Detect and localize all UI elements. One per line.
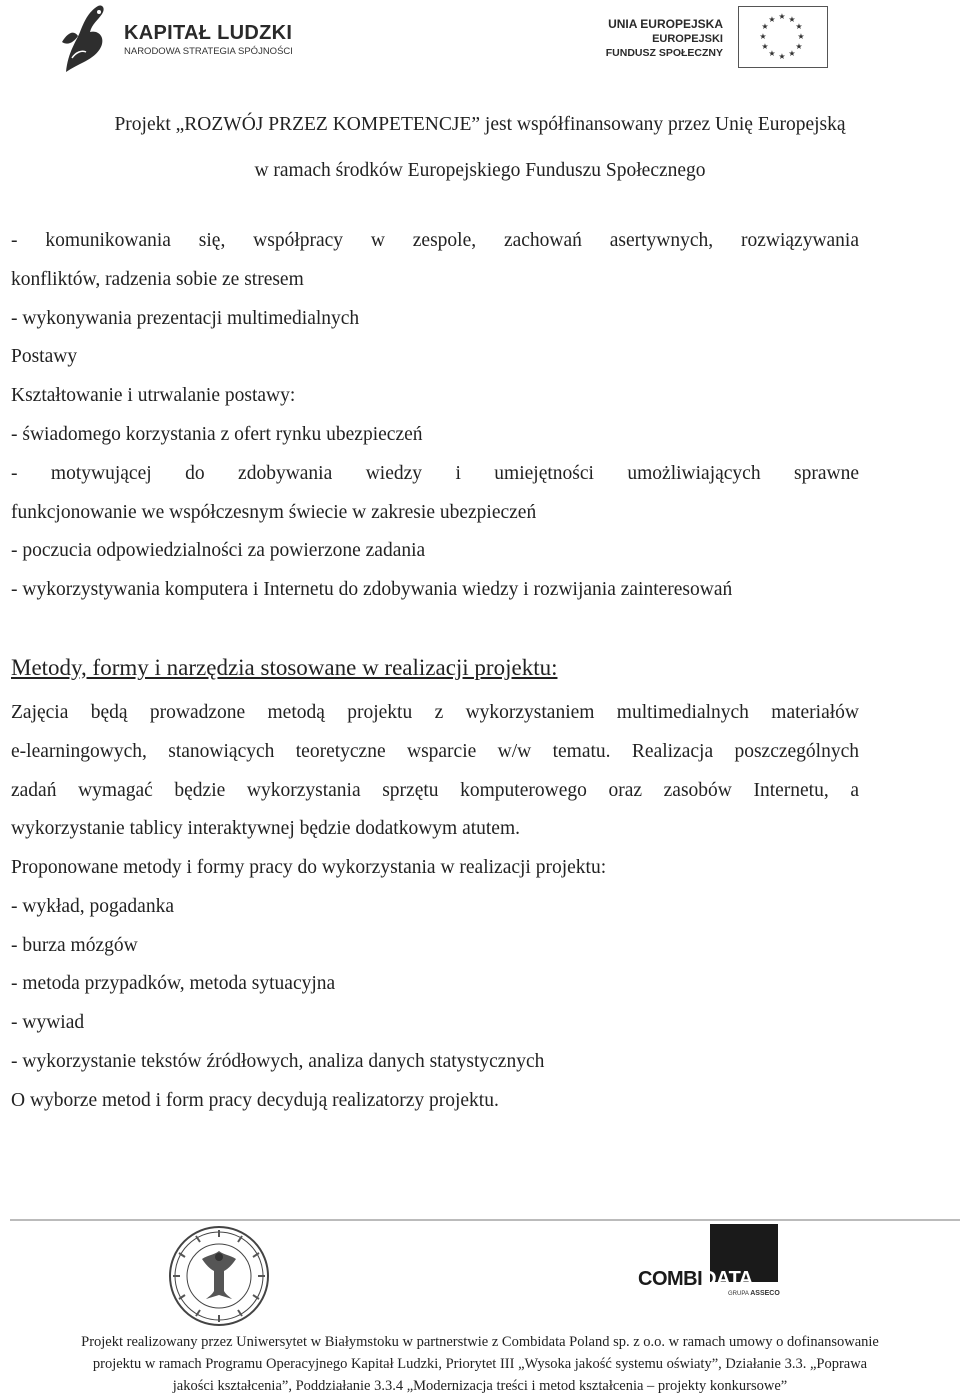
paragraph-line: e-learningowych, stanowiących teoretyczne wsparcie w/w tematu. Realizacja poszczególnych	[11, 741, 859, 762]
combidata-logo	[632, 1224, 778, 1296]
closing-line: O wyborze metod i form pracy decydują realizatorzy projektu.	[11, 1090, 499, 1111]
svg-text:★: ★	[761, 22, 769, 31]
svg-text:★: ★	[795, 22, 803, 31]
footer-line: projektu w ramach Programu Operacyjnego Kapitał Ludzki, Priorytet III „Wysoka jakość systemu oświaty”, Działanie 3.3. „Poprawa	[92, 1356, 868, 1372]
svg-text:★: ★	[788, 15, 796, 24]
ue-name: UNIA EUROPEJSKA	[608, 17, 723, 31]
svg-text:★: ★	[788, 49, 796, 58]
paragraph-line: zadań wymagać będzie wykorzystania sprzętu komputerowego oraz zasobów Internetu, a	[11, 780, 859, 801]
section-heading: Metody, formy i narzędzia stosowane w realizacji projektu:	[11, 655, 558, 680]
paragraph-line: wykorzystanie tablicy interaktywnej będzie dodatkowym atutem.	[11, 818, 521, 839]
body-line: - poczucia odpowiedzialności za powierzone zadania	[11, 540, 426, 561]
body-line: - wykonywania prezentacji multimedialnych	[11, 308, 360, 329]
svg-text:★: ★	[778, 52, 786, 61]
method-item: - wywiad	[11, 1012, 85, 1033]
kapital-ludzki-subtitle: NARODOWA STRATEGIA SPÓJNOŚCI	[124, 46, 293, 57]
svg-text:★: ★	[759, 32, 767, 41]
body-line: Kształtowanie i utrwalanie postawy:	[11, 385, 296, 406]
kapital-ludzki-emblem-icon	[58, 2, 118, 74]
method-item: - wykład, pogadanka	[11, 896, 174, 917]
method-item: - metoda przypadków, metoda sytuacyjna	[11, 973, 336, 994]
body-line: Postawy	[11, 346, 78, 367]
efs-name-line1: EUROPEJSKI	[652, 33, 723, 45]
body-line: - motywującej do zdobywania wiedzy i umiejętności umożliwiających sprawne	[11, 463, 859, 484]
method-item: - wykorzystanie tekstów źródłowych, analiza danych statystycznych	[11, 1051, 545, 1072]
paragraph-line: Zajęcia będą prowadzone metodą projektu z wykorzystaniem multimedialnych materiałów	[11, 702, 859, 723]
methods-intro: Proponowane metody i formy pracy do wykorzystania w realizacji projektu:	[11, 857, 607, 878]
svg-text:★: ★	[797, 32, 805, 41]
footer-line: Projekt realizowany przez Uniwersytet w Białymstoku w partnerstwie z Combidata Poland sp. z o.o. w ramach umowy o dofinansowanie	[81, 1334, 879, 1350]
svg-text:★: ★	[795, 42, 803, 51]
footer-line: jakości kształcenia”, Poddziałanie 3.3.4 „Modernizacja treści i metod kształcenia – projekty konkursowe”	[172, 1378, 788, 1394]
combidata-wordmark: COMBIDATA	[638, 1268, 753, 1290]
kapital-ludzki-title: KAPITAŁ LUDZKI	[124, 22, 293, 44]
svg-text:★: ★	[768, 49, 776, 58]
svg-text:★: ★	[761, 42, 769, 51]
kapital-ludzki-logo	[58, 0, 298, 75]
body-line: - świadomego korzystania z ofert rynku ubezpieczeń	[11, 424, 423, 445]
body-line: konfliktów, radzenia sobie ze stresem	[11, 269, 304, 290]
project-header-line1: Projekt „ROZWÓJ PRZEZ KOMPETENCJE” jest współfinansowany przez Unię Europejską	[114, 114, 846, 135]
project-header-line2: w ramach środków Europejskiego Funduszu Społecznego	[254, 160, 706, 181]
footer-divider	[10, 1219, 960, 1221]
university-seal-icon	[168, 1225, 270, 1327]
svg-text:★: ★	[768, 15, 776, 24]
body-line: - wykorzystywania komputera i Internetu do zdobywania wiedzy i rozwijania zainteresowań	[11, 579, 733, 600]
combidata-group-label: GRUPA ASSECO	[728, 1290, 780, 1297]
efs-name-line2: FUNDUSZ SPOŁECZNY	[605, 47, 723, 59]
svg-text:★: ★	[778, 12, 786, 21]
body-line: funkcjonowanie we współczesnym świecie w zakresie ubezpieczeń	[11, 502, 537, 523]
ue-efs-logo	[600, 6, 828, 70]
ue-efs-text	[606, 16, 723, 60]
eu-flag-icon	[738, 6, 828, 68]
body-line: - komunikowania się, współpracy w zespole, zachowań asertywnych, rozwiązywania	[11, 230, 859, 251]
method-item: - burza mózgów	[11, 935, 138, 956]
